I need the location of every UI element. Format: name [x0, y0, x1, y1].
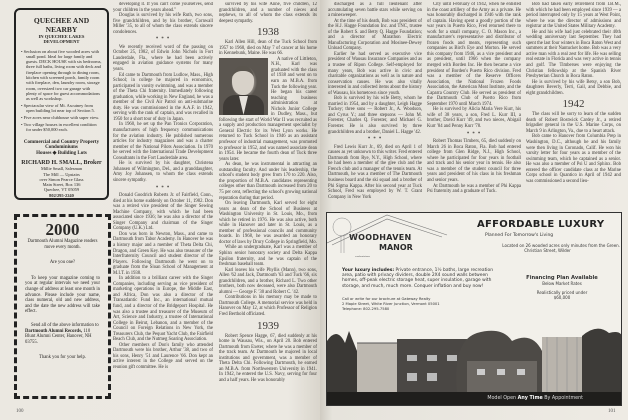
address-line: The Mill — Upstairs [43, 171, 80, 177]
townhouse-illustration [327, 321, 622, 394]
condos-line: Condominiums [45, 145, 78, 151]
obituary-column-4: City until February of 1942, when he enlisted in the coast artillery of the Army as a private. He was honorably discharged in 1946 with the rank of captain. Having spent a goodly portion of the war years in Puerto Rico, Fred returned there to work for a small company, C. O. Mason Inc., a manufacturer's representative and distributor of frozen foods and meats, representing such companies as Bird's Eye and Morton. He served this company from 1946, as a vice president and as president, until 1966 when the company merged with Borden Inc. He then became a vice president of Borden's Puerto Rico division. Fred was a member of the Reserve Officers Association, the National Frozen Foods Association, the American Meat Institute, and the Caparra Country Club. He served as president of the Dartmouth Club of Puerto Rico from September 1970 until March 1974. He is survived by Alicia Maria Vere Kurr, his wife of 38 years, a son, Fred L. Kurr III, a brother, David Kurr '49, and two nieces, Abigail Kurr '84 and Penny Kurr '78. * * * Robert Thomas Timbers, 65, died suddenly on March 26 in Boca Raton, Fla. Bob had entered college from Glen Ridge, N.J., High School, where he participated for four years in football and track and his senior year in tennis. He also was a member of the student council for three years and president of his class in his freshman and senior years. At Dartmouth he was a member of Phi Kappa Psi fraternity and a graduate of Tuck. [427, 2, 521, 195]
ad-title: QUECHEE AND NEARBY [33, 16, 90, 34]
ad-footer-bar: Model Open Any Time By Appointment [327, 392, 622, 405]
ad-headline: AFFORDABLE LUXURY [477, 219, 605, 230]
page-number: 101 [608, 409, 616, 414]
logo-woodhaven: WOODHAVEN [349, 233, 412, 242]
ad-contact: Call or write for our brochure at Gateway Realty 2 Maple Street, White River Junction, Vermont 05001 Telephone: 802-295-7580 [342, 297, 440, 311]
houses-line: Houses ◆ Building Lots [36, 150, 87, 156]
logo-tagline: condominiums [355, 255, 370, 258]
notice-line1: Dartmouth Alumni Magazine readers [27, 239, 98, 244]
notice-body: To keep your magazine coming to you at regular intervals we need your change of address at least one month in advance. Please include your name, class numeral, old and new address, and the date the new address will take effect. [25, 275, 100, 315]
notice-question: Are you one? [49, 260, 76, 266]
notice-thanks: Thank you for your help. [39, 355, 86, 361]
class-year-heading: 1938 [257, 26, 279, 39]
address-change-notice [14, 214, 111, 399]
ad-location: Located on 26 wooded acres only minutes from the Green. Christian Street, Wilder [502, 243, 620, 253]
page-number: 100 [16, 409, 24, 414]
class-year-heading: 1942 [562, 98, 585, 111]
address-line: over Simon Pearce Glass [39, 176, 84, 182]
obituary-column-3: discharged as a full lieutenant after accumulating seven battle stars while serving on a minesweeper. At the time of his death, Bob was president of the H.J. Hagge Foundation Inc. and TNC, trustee of the Robert S. and Betty Q. Hagge Foundation; and a director of Marathon Electric Manufacturing Corporation and Mosinee-Dewey Unload Company. Earlier he had served as executive vice president of Wausau Insurance Companies and as a trustee of Ripon College. Self-employed for many years, Bob was active in civic and charitable organizations as well as in nature and conservation causes. He was also vitally interested in and collected items about the history of Wausau, his hometown since youth. Bob is survived by his wife Betty, whom he married in 1954, and by a daughter, Leigh Hagge Tuckey; three sons — Robert Jr., A. Woodson, and Cyrus Y.; and three stepsons — John M. Forester, Charles Q. Forester, and Michael G. Forester. He is also survived by three grandchildren and a brother, Daniel L. Hagge '42. * * * Fred Lewis Kurr Jr., 69, died on April 1 of causes as yet unknown to this writer. Fred entered Dartmouth from Rye, N.Y., High School, where he had been a member of the glee club and the French club and a manager of the tennis team. At Dartmouth, he was a member of The Dartmouth business board and the ski squad and a brother of Phi Sigma Kappa. After his second year at Tuck School, Fred was employed by W. T. Grant Company in New York [328, 2, 422, 200]
address-line: Millie Small, Salesman [40, 166, 83, 172]
phone-number: 802/295-2240 [49, 192, 74, 198]
listing-item: • Spectacular view of Mt. Ascutney from open building lot near top of Section 5. [21, 103, 95, 114]
notice-line2: move every month. [44, 244, 81, 250]
quechee-real-estate-ad [14, 8, 109, 200]
broker-name: RICHARD H. SMALL, Broker [21, 159, 102, 166]
address-line: Main Street, Box 136 [42, 182, 81, 188]
obituary-column-2: survived by his wife Anne, five children, 12 grandchildren, and a number of nieces and nephews, to all of whom the class extends its deepest sympathy. 1938 Karl Allen Hill, dean of the Tuck School from 1957 to 1968, died on May 7 of cancer at his home in Kennebunk, Maine. He was 66. A native of Littleton, N.H., Karl was graduated with the class of 1938 and went on to earn an M.B.A. from Tuck the following year. He began his career teaching business administration at Nichols Junior College in Dudley, Mass., but following the start of World War II was recruited as a supply and production management specialist by General Electric for its West Lynn works. He returned to Tuck School in 1946 as an assistant professor of industrial management, was promoted to professor in 1952, and was named associate dean in 1954. He became the fourth dean of Tuck three years later. As dean, he was instrumental in attracting an outstanding faculty. And under his leadership, the school's student body grew from 170 to 220. Also, the proportion of M.B.A. candidates representing colleges other than Dartmouth increased from 20 to 75 per cent, reflecting the school's growing national reputation during that period. On leaving Dartmouth, Karl served for eight years as dean of the School of Business at Washington University in St. Louis, Mo., from which he retired in 1976. He was also active, both while in Hanover and later in St. Louis, as a member of professional councils and community boards. In 1968, he was awarded an honorary doctor of laws by Drury College in Springfield, Mo. While an undergraduate, Karl was a member of Sphinx senior honorary society and Delta Kappa Epsilon fraternity, and he was captain of the freshman baseball team. Karl leaves his wife Phyllis (Mann), two sons, Allen '62 and Jack, Dartmouth '63 and Tuck '66, six grandchildren, and a brother, Richard L. Two other brothers, both now deceased, were also Dartmouth alumni — George F. '30 and Robert C. '42. Contributions in his memory may be made to Dartmouth College. A memorial service was held in Hanover on May 12, at which Professor of Religion Fred Berthold officiated. 1939 Robert Spence Hagge, 67, died suddenly at his home in Wausau, Wis., on April 20. Bob entered Dartmouth from Exeter, where he was a member of the track team. At Dartmouth he majored in local institutions and government, was a member of Theta Delta Chi. Following Dartmouth, he earned an M.B.A. from Northwestern University in 1941. In 1942, he entered the U.S. Navy, serving for four and a half years. He was honorably [219, 2, 317, 383]
portrait-photo [219, 58, 268, 115]
address-line: Quechee, VT 05059 [43, 187, 80, 193]
ad-subheadline: Planned For Tomorrow's Living [485, 233, 554, 238]
listing-item: • Five acres near clubhouse with super view. [21, 115, 100, 121]
obituary-column-1: developing it. If you can't come yourselves, send your children in the years ahead." Douglas is survived by his wife Ruth, two sons, five grandchildren, and by his brother, Cornwall Miller '35, to all of whom the class extends sincere condolences. * * * We recently received word of the passing on October 25, 1982, of Edwin John Nichols in Fort Lauderdale, Fla., where he had been actively engaged in aviation guidance systems for many years. Ed came to Dartmouth from Ludlow, Mass., High School; in college he majored in economics, participated in varsity swimming, and was a member of the Theta Chi fraternity. Immediately following graduation, while working in New England, he was a member of the Civil Air Patrol on anti-submarine duty. He was commissioned in the A.A.F. in 1942, serving with the rank of captain, and was recalled in 1950 for a short tour of duty in Japan. In 1960, he set up the Pan Tronics Corporation, manufacturers of high frequency communications for the aviation industry. He published numerous articles for industry magazines and was a charter member of the National Pilots Association. In 1970 he served with the International Trade Development Consultants in the Fort Lauderdale area. He is survived by his daughter, Christena Johansen of Wilmington, Del., and a granddaughter, Amy Joy Johansen, to whom the class extends sincere sympathy. * * * Donald Goodrich Roberts Jr. of Fairfield, Conn., died at his home suddenly on October 11, 1982. Don was a retired vice president of the Singer Sewing Machine Company, with which he had been associated since 1936; he was also a director of the Singer Company and chairman of the Singer Company (U.K.) Ltd. Don was born in Newton, Mass., and came to Dartmouth from Tabor Academy. In Hanover he was a history major and a member of Theta Delta Chi, Dragon, and Green Key. He was also treasurer of the Interfraternity Council and student director of the Players. Following Dartmouth he went on to graduate from the Sloan School of Management at M.I.T. in 1938. In addition to a brilliant career with the Singer Companies, including serving as vice president of marketing operations in Europe, the Middle East, and Africa, Don was also a director of the Transatlantic Fund Inc., an international mutual fund, and a director of the Bridgeport Hospital. He was also a trustee and treasurer of the Museum of Art, Science and Industry, a trustee of International College in Beirut, Lebanon, and a member of the Council on Foreign Relations in New York, the Treasurers Club, the Pequot Yacht Club, the Fairfield Beach Club, and the Nutmeg Soaring Association. Other members of Don's family who attended Dartmouth were his brother, Arthur '38, and two of his sons, Henry '51 and Laurence '66. Don kept an active interest in the College and served on the reunion gift committee. He is [113, 2, 213, 370]
woodhaven-manor-ad [326, 212, 622, 406]
class-year-heading: 1939 [257, 319, 279, 332]
ad-subtitle: IN QUECHEE LAKES DEVELOPMENT [38, 34, 85, 45]
commercial-line: Commercial and Country Property [23, 140, 100, 146]
listing-bullets [21, 49, 102, 133]
notice-number: 2000 [45, 220, 80, 239]
notice-send: Send all of the above information to Dartmouth Alumni Records, 110 Blunt Alumni Center, Hanover, NH 03755. [25, 322, 99, 345]
listing-item: • Seclusion on about five wooded acres with small pond. Ideal for large family and guests. DECK HOUSE with six bedrooms, three full baths, living room with deck and fireplace opening through to dining room, kitchen with screened porch, family room with fireplace, den, laundry room, storage room, oversized two car garage with plenty of space for guest accommodations as well as workshop. [21, 48, 102, 102]
logo-manor: MANOR [379, 243, 413, 252]
obituary-column-5: Bob had taken early retirement from I.B.M., with which he had been employed since 1939 — a period interrupted only by 15 years at West Point, where he was the director of admissions and registrar at the United States Military Academy. He and his wife had just celebrated their 40th wedding anniversary last September. They had spent the last four winters in Boca Raton West and summers at their Nantucket home. Bob was a very active man with a real zest for life. He was selling real estate in Florida and was very active in tennis and golf. The Timberses were enjoying the Christian fellowship at the Spanish River Presbyterian Church in Boca Raton. He is survived by his wife Betsy, a son Bob, daughters Beverly, Terri, Gail, and Debbie, and eight grandchildren. 1942 The class will be sorry to learn of the sudden death of Robert Bostwick Cardey Jr., a retired brigadier general in the U.S. Marine Corps, on March 9 in Arlington, Va., due to a heart attack. Bob came to Hanover from Columbia Prep in Washington, D.C., although he and his family were then living in Coronado, Calif. He won his varsity letter for four years as a member of the swimming team, which he captained as a senior. He was also a member of Psi U and Sphinx. Bob entered the officer candidate class at the Marine Corps school in Quantico in April of 1942 and was commissioned a second lieu- [526, 2, 621, 184]
financing-info: Financing Plan Available Below Market Rates Realistically priced under $60,000 [526, 275, 598, 300]
ad-features: Your luxury includes: Private entrance, 1½ baths, large recreation area, patio with privacy dividers, double 2X4 sound walls between homes, off-peak electric storage heat, super insulation, garage with storage, and much, much more. Conquer inflation and buy now! [342, 268, 493, 289]
right-page [320, 0, 628, 420]
listing-item: • Two village houses in excellent condition for under $50,000 each. [21, 121, 97, 133]
